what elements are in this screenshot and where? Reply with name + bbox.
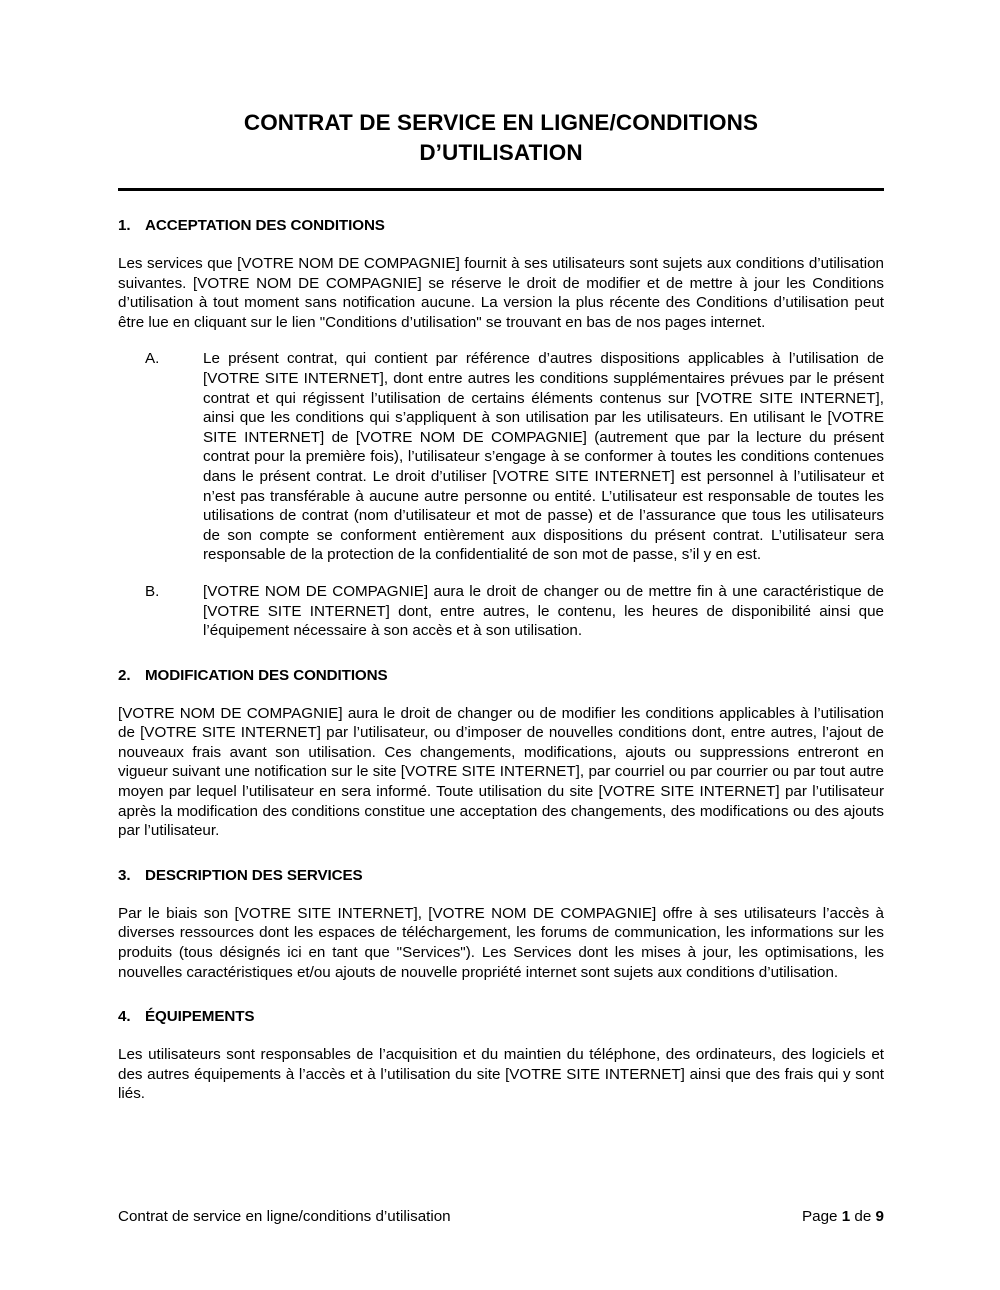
list-item-text: Le présent contrat, qui contient par référence d’autres dispositions applicables à l’utilisation de [VOTRE SITE INTERNET], dont entre autres les conditions supplémentaires prévues par le présent contrat et qui régissent l’utilisation de certains éléments contenus sur [VOTRE SITE INTERNET], ainsi que les conditions qui s’appliquent à son utilisation par les utilisateurs. En utilisant le [VOTRE SITE INTERNET] de [VOTRE NOM DE COMPAGNIE] (autrement que par la lecture du présent contrat pour la première fois), l’utilisateur s’engage à se conformer à toutes les conditions contenues dans le présent contrat. Le droit d’utiliser [VOTRE SITE INTERNET] est personnel à l’utilisateur et n’est pas transférable à aucune autre personne ou entité. L’utilisateur est responsable de toutes les utilisations de contrat (nom d’utilisateur et mot de passe) et de l’assurance que tous les utilisateurs de son compte se conforment entièrement aux dispositions du présent contrat. L’utilisateur sera responsable de la protection de la confidentialité de son mot de passe, s’il y en est.	[203, 350, 884, 564]
page-title-line-2: D’UTILISATION	[419, 140, 583, 165]
list-item	[145, 582, 884, 641]
footer-document-name: Contrat de service en ligne/conditions d’utilisation	[118, 1208, 451, 1225]
section-heading-label: ÉQUIPEMENTS	[145, 1008, 255, 1026]
section-heading	[118, 866, 884, 886]
section-heading	[118, 216, 884, 236]
section-paragraph: Les services que [VOTRE NOM DE COMPAGNIE] fournit à ses utilisateurs sont sujets aux conditions d’utilisation suivantes. [VOTRE NOM DE COMPAGNIE] se réserve le droit de modifier et de mettre à jour les Conditions d’utilisation à tout moment sans notification aucune. La version la plus récente des Conditions d’utilisation peut être lue en cliquant sur le lien "Conditions d’utilisation" se trouvant en bas de nos pages internet.	[118, 255, 884, 331]
footer-of-word: de	[854, 1208, 872, 1225]
list-item-letter: A.	[145, 350, 160, 368]
list-item	[145, 349, 884, 565]
footer-page-word: Page	[802, 1208, 838, 1225]
section-paragraph: [VOTRE NOM DE COMPAGNIE] aura le droit de changer ou de modifier les conditions applicables à l’utilisation de [VOTRE SITE INTERNET] par l’utilisateur, ou d’imposer de nouvelles conditions dont, entre autres, l’ajout de nouveaux frais avant son utilisation. Ces changements, modifications, ajouts ou suppressions entreront en vigueur suivant une notification sur le site [VOTRE SITE INTERNET], par courriel ou par courrier ou par tout autre moyen par lequel l’utilisateur en sera informé. Toute utilisation du site [VOTRE SITE INTERNET] par l’utilisateur après la modification des conditions constitue une acceptation des changements, des modifications ou des ajouts par l’utilisateur.	[118, 704, 884, 840]
list-item-letter: B.	[145, 582, 160, 600]
list-item-text: [VOTRE NOM DE COMPAGNIE] aura le droit de changer ou de mettre fin à une caractéristique de [VOTRE SITE INTERNET] dont, entre autres, le contenu, les heures de disponibilité ainsi que l’équipement nécessaire à son accès et à son utilisation.	[203, 582, 884, 640]
section-number: 1.	[118, 217, 131, 234]
page-footer	[118, 1207, 884, 1227]
section-number: 4.	[118, 1008, 131, 1026]
section-paragraph: Les utilisateurs sont responsables de l’acquisition et du maintien du téléphone, des ordinateurs, des logiciels et des autres équipements à l’accès et à l’utilisation du site [VOTRE SITE INTERNET] ainsi que des frais qui y sont liés.	[118, 1046, 884, 1103]
section-number: 3.	[118, 866, 131, 884]
document-content	[118, 0, 884, 1119]
document-section	[118, 1007, 884, 1104]
section-heading	[118, 1007, 884, 1027]
section-heading	[118, 666, 884, 686]
page-title	[118, 0, 884, 168]
footer-page-info	[802, 1207, 884, 1227]
section-heading-label: ACCEPTATION DES CONDITIONS	[145, 217, 385, 234]
title-divider	[118, 188, 884, 191]
section-number: 2.	[118, 666, 131, 684]
footer-page-number: 1	[841, 1208, 851, 1225]
document-section	[118, 866, 884, 982]
lettered-list	[118, 349, 884, 640]
sections-container	[118, 216, 884, 1104]
section-paragraph: Par le biais son [VOTRE SITE INTERNET], [VOTRE NOM DE COMPAGNIE] offre à ses utilisateurs l’accès à diverses ressources dont les espaces de téléchargement, les forums de communication, les informations sur les produits (tous désignés ici en tant que "Services"). Les Services dont les mises à jour, les optimisations, les nouvelles caractéristiques et/ou ajouts de nouvelle propriété internet sont sujets aux conditions d’utilisation.	[118, 904, 884, 981]
page-title-line-1: CONTRAT DE SERVICE EN LIGNE/CONDITIONS	[243, 110, 759, 135]
footer-page-total: 9	[875, 1208, 884, 1225]
document-section	[118, 216, 884, 641]
document-section	[118, 666, 884, 841]
section-heading-label: MODIFICATION DES CONDITIONS	[145, 666, 388, 684]
section-heading-label: DESCRIPTION DES SERVICES	[145, 866, 363, 884]
